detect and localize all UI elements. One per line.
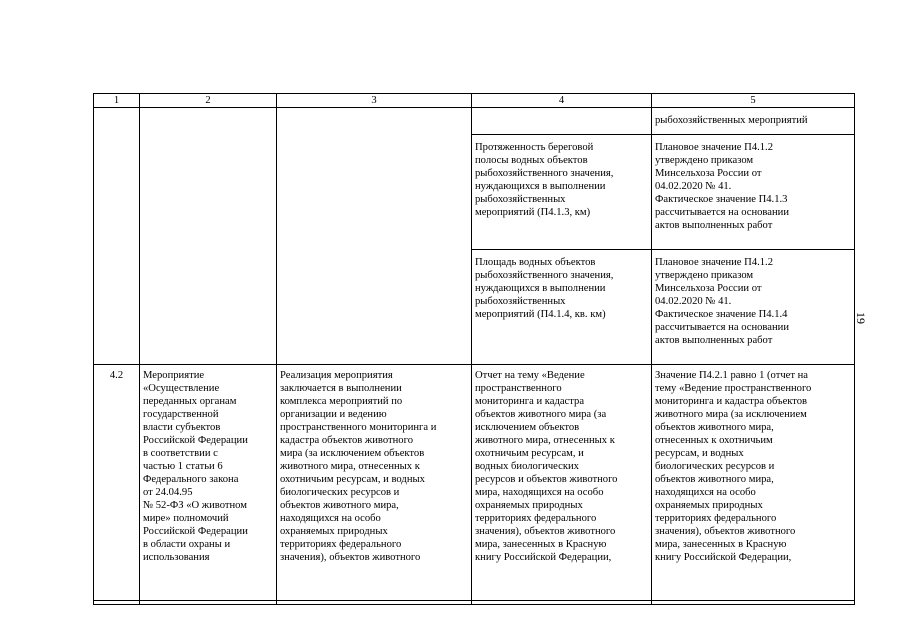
method-cell: рыбохозяйственных мероприятий bbox=[652, 108, 855, 135]
indicator-cell: Отчет на тему «Ведение пространственного мониторинга и кадастра объектов животного мира (за исключением объектов животного мира, отнесенных к охотничьим ресурсам, и водных биологических ресурсов и объектов животного мира, находящихся на особо охраняемых природных территориях федерального значения), объектов животного мира, занесенных в Красную книгу Российской Федерации, bbox=[472, 365, 652, 605]
table-header-row bbox=[94, 94, 855, 108]
row-4-1-number-cell bbox=[94, 108, 140, 365]
indicator-cell: Площадь водных объектов рыбохозяйственного значения, нуждающихся в выполнении рыбохозяйственных мероприятий (П4.1.4, кв. км) bbox=[472, 250, 652, 365]
row-4-1-event-cell bbox=[140, 108, 277, 365]
page-number: 19 bbox=[854, 312, 868, 324]
method-cell: Плановое значение П4.1.2 утверждено приказом Минсельхоза России от 04.02.2020 № 41. Фактическое значение П4.1.3 рассчитывается на основании актов выполненных работ bbox=[652, 135, 855, 250]
description-cell: Реализация мероприятия заключается в выполнении комплекса мероприятий по организации и ведению пространственного мониторинга и кадастра объектов животного мира (за исключением объектов животного мира, отнесенных к охотничьим ресурсам, и водных биологических ресурсов и объектов животного мира, находящихся на особо охраняемых природных территориях федерального значения), объектов животного bbox=[277, 365, 472, 605]
method-cell: Значение П4.2.1 равно 1 (отчет на тему «Ведение пространственного мониторинга и кадастра объектов животного мира (за исключением объектов животного мира, отнесенных к охотничьим ресурсам, и водных биологических ресурсов и объектов животного мира, находящихся на особо охраняемых природных территориях федерального значения), объектов животного мира, занесенных в Красную книгу Российской Федерации, bbox=[652, 365, 855, 605]
row-number-cell: 4.2 bbox=[94, 365, 140, 605]
header-col-2: 2 bbox=[140, 94, 277, 108]
header-col-1: 1 bbox=[94, 94, 140, 108]
header-col-3: 3 bbox=[277, 94, 472, 108]
indicator-cell: Протяженность береговой полосы водных объектов рыбохозяйственного значения, нуждающихся в выполнении рыбохозяйственных мероприятий (П4.1.3, км) bbox=[472, 135, 652, 250]
table-row bbox=[94, 108, 855, 135]
indicator-cell bbox=[472, 108, 652, 135]
event-cell: Мероприятие «Осуществление переданных органам государственной власти субъектов Российской Федерации в соответствии с частью 1 статьи 6 Федерального закона от 24.04.95 № 52-ФЗ «О животном мире» полномочий Российской Федерации в области охраны и использования bbox=[140, 365, 277, 605]
document-table bbox=[93, 93, 855, 605]
header-col-4: 4 bbox=[472, 94, 652, 108]
header-col-5: 5 bbox=[652, 94, 855, 108]
row-4-1-description-cell bbox=[277, 108, 472, 365]
method-cell: Плановое значение П4.1.2 утверждено приказом Минсельхоза России от 04.02.2020 № 41. Фактическое значение П4.1.4 рассчитывается на основании актов выполненных работ bbox=[652, 250, 855, 365]
table-bottom-border bbox=[93, 600, 854, 601]
table-row bbox=[94, 365, 855, 605]
